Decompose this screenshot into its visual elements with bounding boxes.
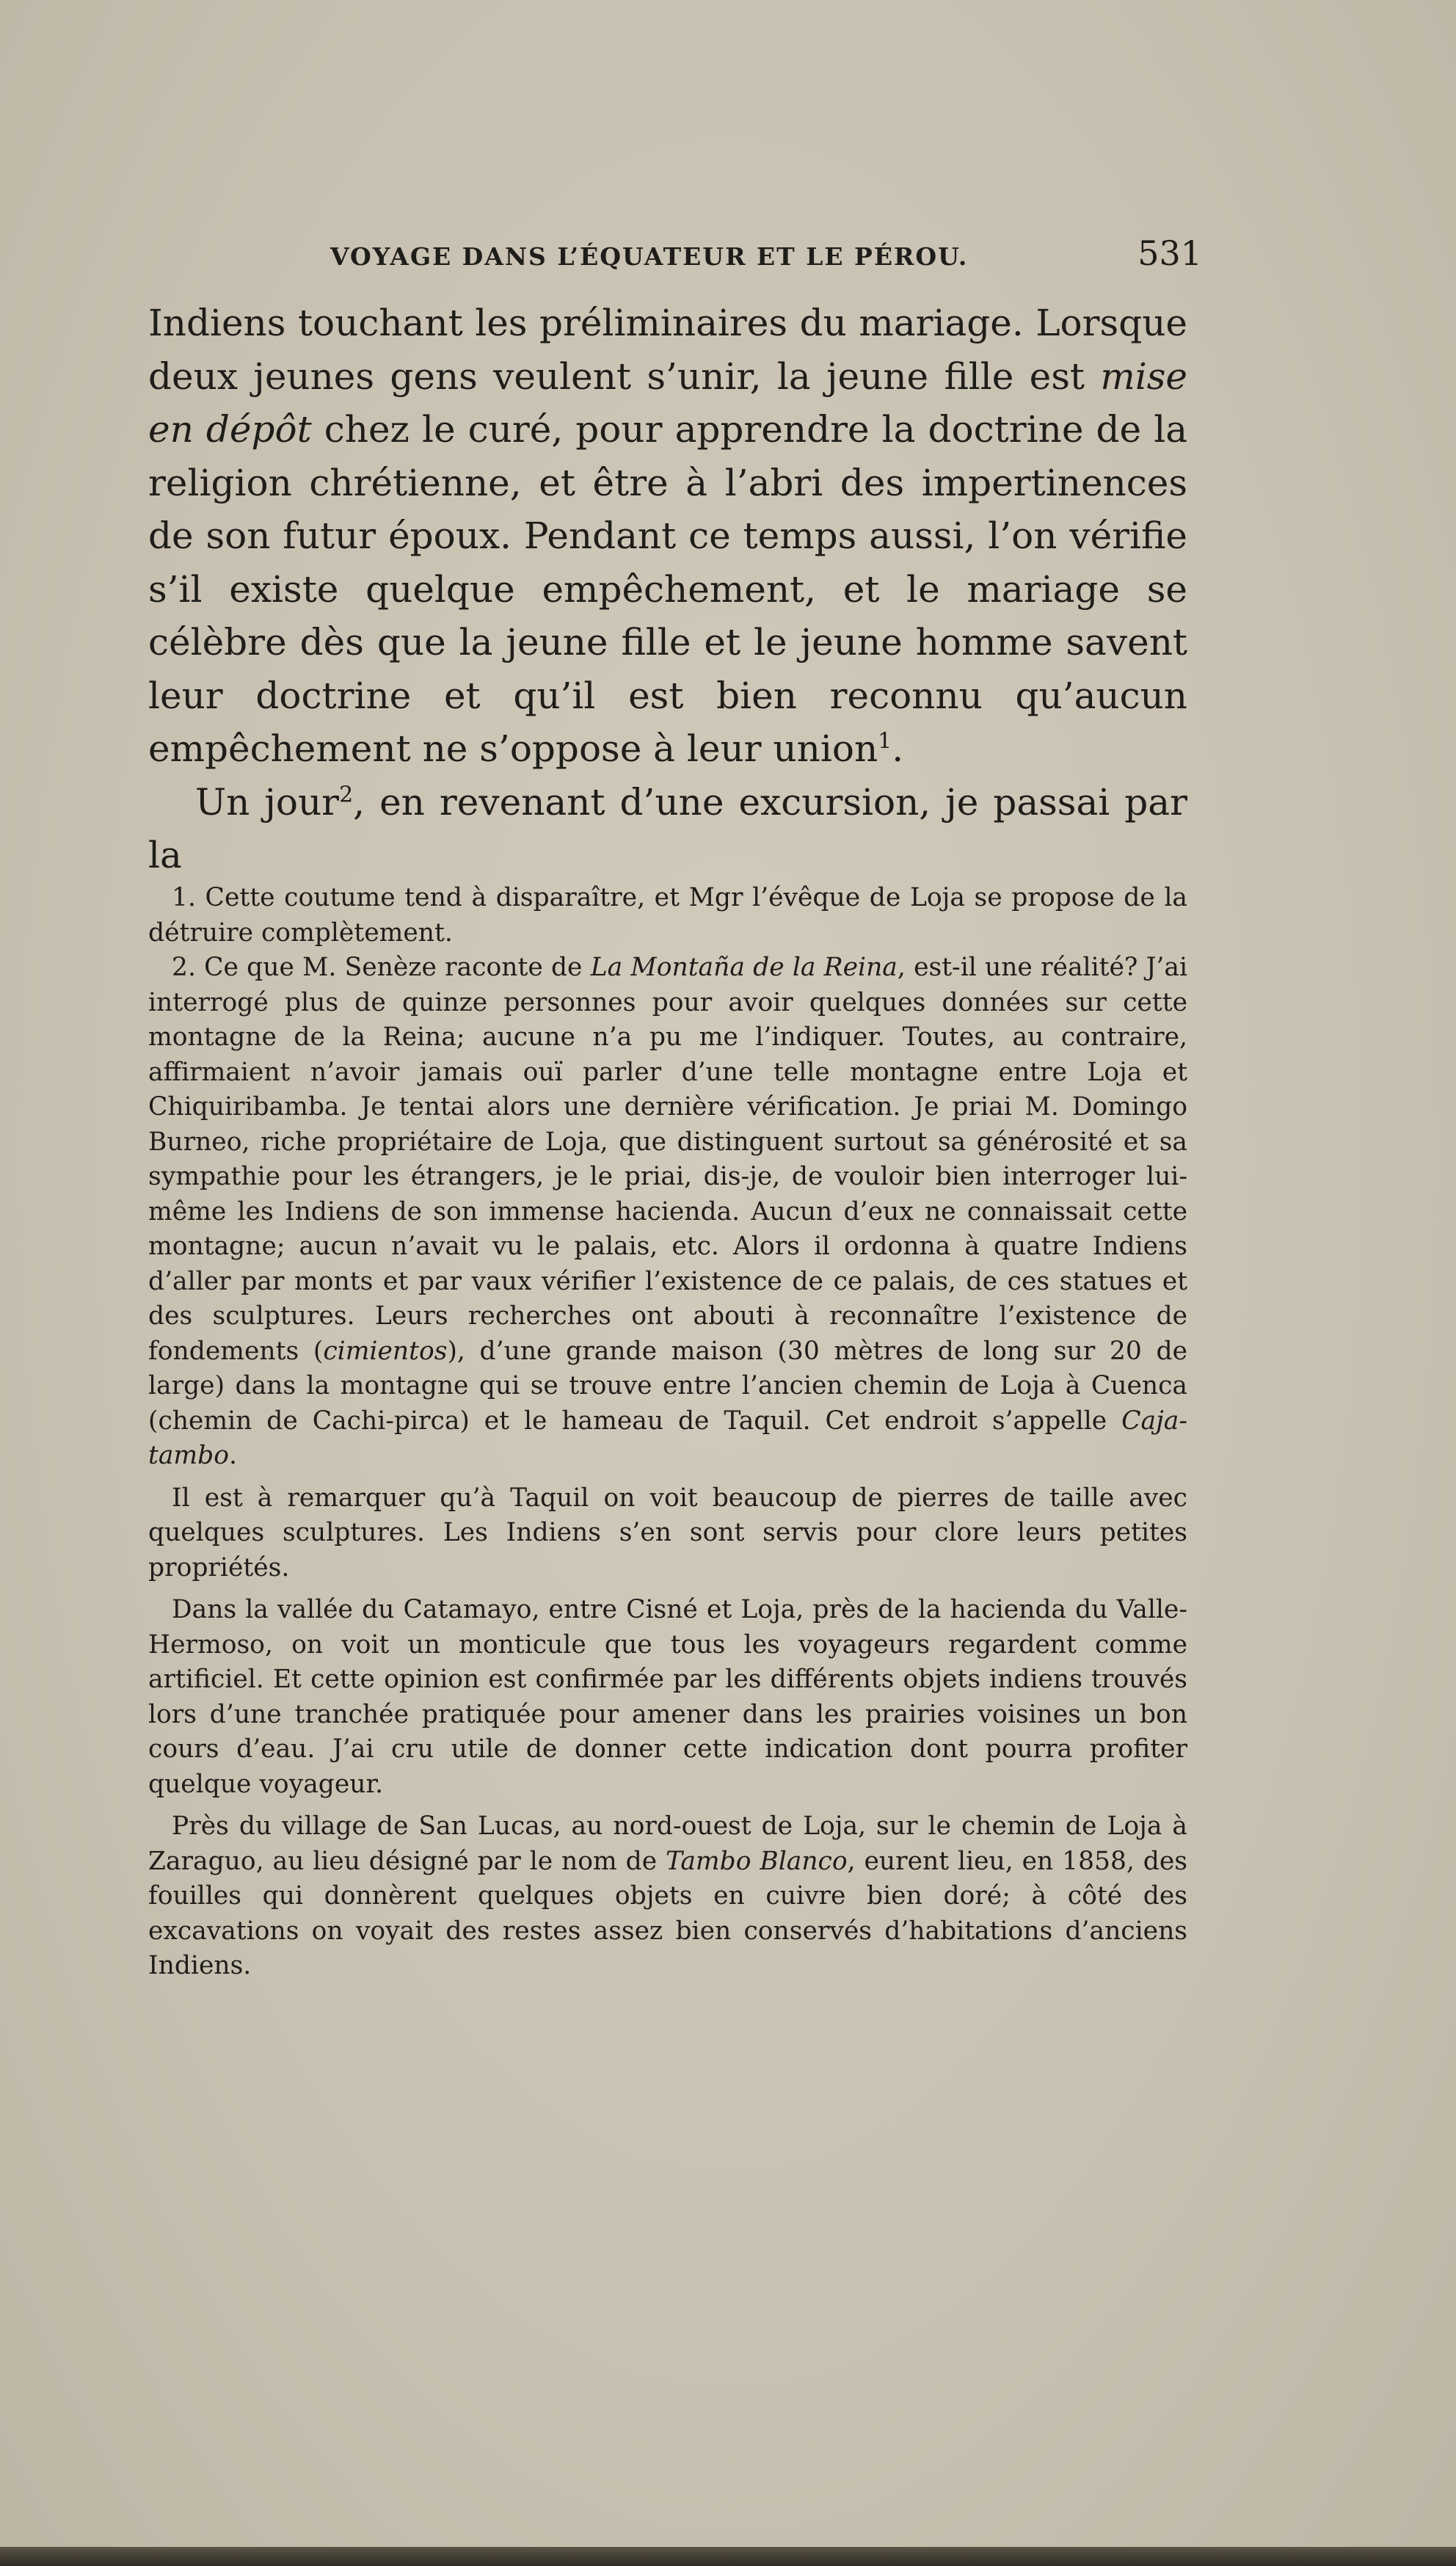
footnote-1: 1. Cette coutume tend à disparaître, et Mgr l’évêque de Loja se propose de la détruire complètement. — [148, 883, 1187, 948]
text-run: , en revenant d’une excursion, je passai par la — [148, 780, 1187, 876]
running-head: VOYAGE DANS L’ÉQUATEUR ET LE PÉROU. — [330, 242, 969, 271]
footnotes — [148, 881, 1187, 1984]
main-paragraph — [148, 776, 1187, 882]
text-run: Un jour — [195, 780, 340, 824]
italic-text: La Montaña de la Reina — [590, 953, 898, 982]
main-text — [148, 297, 1187, 882]
text-run: ), d’une grande maison (30 mètres de long sur 20 de large) dans la montagne qui se trouve entre l’ancien chemin de Loja à Cuenca (chemin de Cachi-pirca) et le hameau de Taquil. Cet endroit s’appelle — [148, 1336, 1187, 1436]
footnote-paragraph: Il est à remarquer qu’à Taquil on voit beaucoup de pierres de taille avec quelques sculptures. Les Indiens s’en sont servis pour clore leurs petites propriétés. — [148, 1483, 1187, 1582]
italic-text: Caja-tambo — [148, 1406, 1187, 1470]
text-run: Près du village de San Lucas, au nord-ouest de Loja, sur le chemin de Loja à Zaraguo, au lieu désigné par le nom de — [148, 1811, 1187, 1876]
italic-text: cimientos — [323, 1336, 448, 1366]
text-run: Indiens touchant les préliminaires du mariage. Lorsque deux jeunes gens veulent s’unir, la jeune fille est — [148, 302, 1187, 398]
text-run: , est-il une réalité? J’ai interrogé plus de quinze personnes pour avoir quelques données sur cette montagne de la Reina; aucune n’a pu me l’indiquer. Toutes, au contraire, affirmaient n’avoir jamais ouï parler d’une telle montagne entre Loja et Chiquiribamba. Je tentai alors une dernière vérification. Je priai M. Domingo Burneo, riche propriétaire de Loja, que distinguent surtout sa générosité et sa sympathie pour les étrangers, je le priai, dis-je, de vouloir bien interroger lui-même les Indiens de son immense hacienda. Aucun d’eux ne connaissait cette montagne; aucun n’avait vu le palais, etc. Alors il ordonna à quatre Indiens d’aller par monts et par vaux vérifier l’existence de ce palais, de ces statues et des sculptures. Leurs recherches ont abouti à reconnaître l’existence de fondements ( — [148, 953, 1188, 1366]
text-run: . — [229, 1441, 237, 1470]
text-run: , eurent lieu, en 1858, des fouilles qui donnèrent quelques objets en cuivre bien doré; à côté des excavations on voyait des restes assez bien conservés d’habitations d’anciens Indiens. — [148, 1846, 1187, 1980]
text-run: 2. Ce que M. Senèze raconte de — [172, 953, 591, 982]
page-number: 531 — [1138, 233, 1202, 273]
footnote-ref-1: 1 — [878, 728, 892, 755]
text-run: . — [892, 727, 904, 770]
main-paragraph — [148, 297, 1187, 776]
text-run: chez le curé, pour apprendre la doctrine de la religion chrétienne, et être à l’abri des impertinences de son futur époux. Pendant ce temps aussi, l’on vérifie s’il existe quelque empêchement, et le mariage se célèbre dès que la jeune fille et le jeune homme savent leur doctrine et qu’il est bien reconnu qu’aucun empêchement ne s’oppose à leur union — [148, 408, 1187, 770]
footnote-ref-2: 2 — [339, 781, 354, 807]
italic-text: mise en dépôt — [148, 355, 1187, 451]
page-header — [147, 233, 1202, 273]
page-bottom-edge — [0, 2547, 1456, 2566]
footnote-paragraph — [148, 1809, 1187, 1984]
footnote-paragraph: Dans la vallée du Catamayo, entre Cisné et Loja, près de la hacienda du Valle-Hermoso, on voit un monticule que tous les voyageurs regardent comme artificiel. Et cette opinion est confirmée par les différents objets indiens trouvés lors d’une tranchée pratiquée pour amener dans les prairies voisines un bon cours d’eau. J’ai cru utile de donner cette indication dont pourra profiter quelque voyageur. — [148, 1595, 1187, 1799]
footnote-2 — [148, 951, 1187, 1474]
italic-text: Tambo Blanco — [666, 1846, 848, 1876]
